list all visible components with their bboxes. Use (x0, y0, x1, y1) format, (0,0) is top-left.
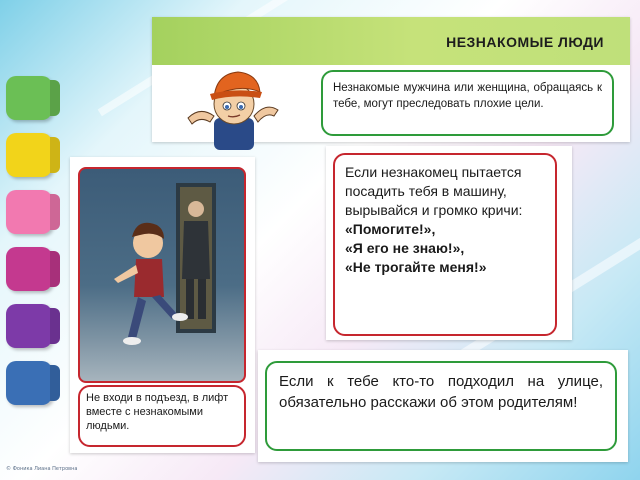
tab-pink[interactable] (6, 190, 52, 234)
speech-bubble (321, 70, 614, 136)
warning-box (333, 153, 557, 336)
page-title: НЕЗНАКОМЫЕ ЛЮДИ (446, 34, 604, 50)
boy-illustration (170, 58, 288, 150)
tab-purple[interactable] (6, 304, 52, 348)
footer-credit: © Фоника Лиана Петровна (6, 466, 78, 472)
tab-yellow[interactable] (6, 133, 52, 177)
advice-box (265, 361, 617, 451)
elevator-scene-illustration (78, 167, 246, 383)
caption-box (78, 385, 246, 447)
tab-green[interactable] (6, 76, 52, 120)
tab-magenta[interactable] (6, 247, 52, 291)
advice-text: Если к тебе кто-то подходил на улице, обязательно расскажи об этом родителям! (279, 373, 603, 411)
warning-shout-dont-know: «Я его не знаю!», (345, 240, 465, 256)
tab-blue[interactable] (6, 361, 52, 405)
caption-text: Не входи в подъезд, в лифт вместе с незнакомыми людьми. (86, 392, 229, 432)
warning-intro: Если незнакомец пытается посадить тебя в машину, вырывайся и громко кричи: (345, 164, 523, 218)
speech-text: Незнакомые мужчина или женщина, обращаясь к тебе, могут преследовать плохие цели. (333, 82, 602, 110)
warning-shout-help: «Помогите!», (345, 221, 436, 237)
warning-shout-dont-touch: «Не трогайте меня!» (345, 259, 487, 275)
